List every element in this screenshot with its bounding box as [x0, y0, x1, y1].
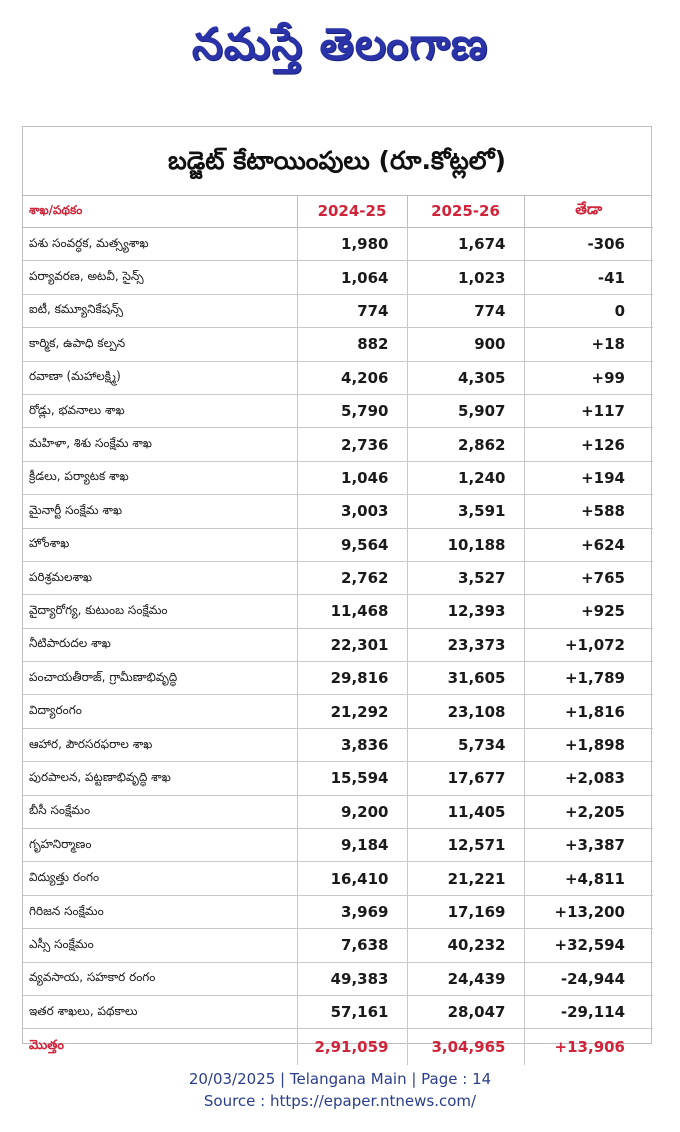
- table-header-row: [23, 195, 653, 228]
- difference-cell: +3,387: [524, 829, 653, 862]
- value-2024-25-cell: 1,064: [297, 261, 407, 294]
- value-2025-26-cell: 4,305: [407, 361, 524, 394]
- difference-cell: +194: [524, 461, 653, 494]
- department-cell: ఎస్సీ సంక్షేమం: [23, 929, 297, 962]
- difference-cell: +13,200: [524, 895, 653, 928]
- department-cell: పరిశ్రమలశాఖ: [23, 561, 297, 594]
- newspaper-masthead: [0, 6, 680, 84]
- table-row: [23, 294, 653, 327]
- difference-cell: 0: [524, 294, 653, 327]
- budget-allocation-sheet: [22, 126, 652, 1057]
- difference-cell: +1,789: [524, 662, 653, 695]
- difference-cell: +588: [524, 495, 653, 528]
- value-2024-25-cell: 3,836: [297, 728, 407, 761]
- value-2024-25-cell: 9,564: [297, 528, 407, 561]
- total-2025-26: 3,04,965: [407, 1029, 524, 1066]
- value-2025-26-cell: 1,023: [407, 261, 524, 294]
- header-department: శాఖ/పథకం: [23, 195, 297, 228]
- difference-cell: +765: [524, 561, 653, 594]
- header-2024-25: 2024-25: [297, 195, 407, 228]
- total-difference: +13,906: [554, 1038, 625, 1057]
- table-row: [23, 695, 653, 728]
- department-cell: క్రీడలు, పర్యాటక శాఖ: [23, 461, 297, 494]
- value-2025-26-cell: 28,047: [407, 995, 524, 1028]
- table-row: [23, 528, 653, 561]
- value-2025-26-cell: 1,674: [407, 228, 524, 261]
- table-row: [23, 628, 653, 661]
- value-2025-26-cell: 12,571: [407, 829, 524, 862]
- department-cell: మైనార్టీ సంక్షేమ శాఖ: [23, 495, 297, 528]
- department-cell: గృహనిర్మాణం: [23, 829, 297, 862]
- value-2024-25-cell: 1,046: [297, 461, 407, 494]
- value-2025-26-cell: 5,907: [407, 394, 524, 427]
- department-cell: విద్యుత్తు రంగం: [23, 862, 297, 895]
- difference-cell: +117: [524, 394, 653, 427]
- value-2025-26-cell: 12,393: [407, 595, 524, 628]
- value-2025-26-cell: 2,862: [407, 428, 524, 461]
- value-2025-26-cell: 774: [407, 294, 524, 327]
- table-row: [23, 962, 653, 995]
- table-row: [23, 762, 653, 795]
- table-row: [23, 595, 653, 628]
- value-2025-26-cell: 17,677: [407, 762, 524, 795]
- difference-cell: +2,083: [524, 762, 653, 795]
- table-row: [23, 261, 653, 294]
- table-row: [23, 929, 653, 962]
- total-2024-25: 2,91,059: [297, 1029, 407, 1066]
- value-2024-25-cell: 9,200: [297, 795, 407, 828]
- value-2025-26-cell: 21,221: [407, 862, 524, 895]
- value-2024-25-cell: 21,292: [297, 695, 407, 728]
- newspaper-logo-text: నమస్తే తెలంగాణ: [191, 19, 489, 70]
- table-row: [23, 862, 653, 895]
- edition-info: 20/03/2025 | Telangana Main | Page : 14: [188, 1070, 492, 1088]
- department-cell: హోంశాఖ: [23, 528, 297, 561]
- header-2025-26: 2025-26: [407, 195, 524, 228]
- difference-cell: -41: [524, 261, 653, 294]
- value-2024-25-cell: 29,816: [297, 662, 407, 695]
- difference-cell: -306: [524, 228, 653, 261]
- value-2025-26-cell: 31,605: [407, 662, 524, 695]
- department-cell: మహిళా, శిశు సంక్షేమ శాఖ: [23, 428, 297, 461]
- header-difference: తేడా: [524, 195, 653, 228]
- value-2025-26-cell: 1,240: [407, 461, 524, 494]
- value-2024-25-cell: 2,736: [297, 428, 407, 461]
- table-row: [23, 394, 653, 427]
- difference-cell: +1,898: [524, 728, 653, 761]
- value-2024-25-cell: 22,301: [297, 628, 407, 661]
- value-2024-25-cell: 3,969: [297, 895, 407, 928]
- value-2025-26-cell: 3,527: [407, 561, 524, 594]
- value-2024-25-cell: 11,468: [297, 595, 407, 628]
- department-cell: పురపాలన, పట్టణాభివృద్ధి శాఖ: [23, 762, 297, 795]
- department-cell: వైద్యారోగ్య, కుటుంబ సంక్షేమం: [23, 595, 297, 628]
- table-row: [23, 495, 653, 528]
- table-row: [23, 561, 653, 594]
- value-2025-26-cell: 5,734: [407, 728, 524, 761]
- department-cell: రోడ్లు, భవనాలు శాఖ: [23, 394, 297, 427]
- table-row: [23, 228, 653, 261]
- value-2025-26-cell: 17,169: [407, 895, 524, 928]
- difference-cell: +99: [524, 361, 653, 394]
- value-2024-25-cell: 882: [297, 328, 407, 361]
- department-cell: బీసీ సంక్షేమం: [23, 795, 297, 828]
- table-row: [23, 662, 653, 695]
- difference-cell: +32,594: [524, 929, 653, 962]
- value-2024-25-cell: 3,003: [297, 495, 407, 528]
- difference-cell: +1,072: [524, 628, 653, 661]
- table-row: [23, 428, 653, 461]
- value-2025-26-cell: 3,591: [407, 495, 524, 528]
- department-cell: ఇతర శాఖలు, పథకాలు: [23, 995, 297, 1028]
- value-2024-25-cell: 57,161: [297, 995, 407, 1028]
- table-row: [23, 895, 653, 928]
- table-row: [23, 728, 653, 761]
- table-row: [23, 795, 653, 828]
- difference-cell: +1,816: [524, 695, 653, 728]
- difference-cell: -24,944: [524, 962, 653, 995]
- table-row: [23, 461, 653, 494]
- value-2025-26-cell: 24,439: [407, 962, 524, 995]
- difference-cell: +925: [524, 595, 653, 628]
- department-cell: గిరిజన సంక్షేమం: [23, 895, 297, 928]
- department-cell: పంచాయతీరాజ్, గ్రామీణాభివృద్ధి: [23, 662, 297, 695]
- total-row: [23, 1029, 653, 1066]
- value-2025-26-cell: 23,373: [407, 628, 524, 661]
- difference-cell: +18: [524, 328, 653, 361]
- total-label: మొత్తం: [23, 1029, 297, 1066]
- value-2024-25-cell: 2,762: [297, 561, 407, 594]
- value-2025-26-cell: 11,405: [407, 795, 524, 828]
- table-row: [23, 361, 653, 394]
- value-2024-25-cell: 16,410: [297, 862, 407, 895]
- source-line: Source : https://epaper.ntnews.com/: [203, 1092, 477, 1110]
- value-2025-26-cell: 900: [407, 328, 524, 361]
- value-2024-25-cell: 5,790: [297, 394, 407, 427]
- difference-cell: -29,114: [524, 995, 653, 1028]
- department-cell: ఆహార, పౌరసరఫరాల శాఖ: [23, 728, 297, 761]
- department-cell: పశు సంవర్ధక, మత్స్యశాఖ: [23, 228, 297, 261]
- table-title: బడ్జెట్ కేటాయింపులు (రూ.కోట్లలో): [23, 127, 651, 196]
- department-cell: వ్యవసాయ, సహకార రంగం: [23, 962, 297, 995]
- value-2024-25-cell: 774: [297, 294, 407, 327]
- value-2025-26-cell: 23,108: [407, 695, 524, 728]
- value-2025-26-cell: 10,188: [407, 528, 524, 561]
- difference-cell: +2,205: [524, 795, 653, 828]
- table-row: [23, 995, 653, 1028]
- difference-cell: +624: [524, 528, 653, 561]
- difference-cell: +126: [524, 428, 653, 461]
- value-2024-25-cell: 49,383: [297, 962, 407, 995]
- department-cell: నీటిపారుదల శాఖ: [23, 628, 297, 661]
- table-row: [23, 829, 653, 862]
- budget-table: [23, 195, 653, 1065]
- page-footer: [0, 1068, 680, 1112]
- value-2024-25-cell: 4,206: [297, 361, 407, 394]
- value-2024-25-cell: 9,184: [297, 829, 407, 862]
- value-2024-25-cell: 15,594: [297, 762, 407, 795]
- department-cell: రవాణా (మహాలక్ష్మి): [23, 361, 297, 394]
- difference-cell: +4,811: [524, 862, 653, 895]
- department-cell: కార్మిక, ఉపాధి కల్పన: [23, 328, 297, 361]
- value-2025-26-cell: 40,232: [407, 929, 524, 962]
- department-cell: విద్యారంగం: [23, 695, 297, 728]
- table-row: [23, 328, 653, 361]
- value-2024-25-cell: 1,980: [297, 228, 407, 261]
- department-cell: ఐటీ, కమ్యూనికేషన్స్: [23, 294, 297, 327]
- department-cell: పర్యావరణ, అటవీ, సైన్స్: [23, 261, 297, 294]
- value-2024-25-cell: 7,638: [297, 929, 407, 962]
